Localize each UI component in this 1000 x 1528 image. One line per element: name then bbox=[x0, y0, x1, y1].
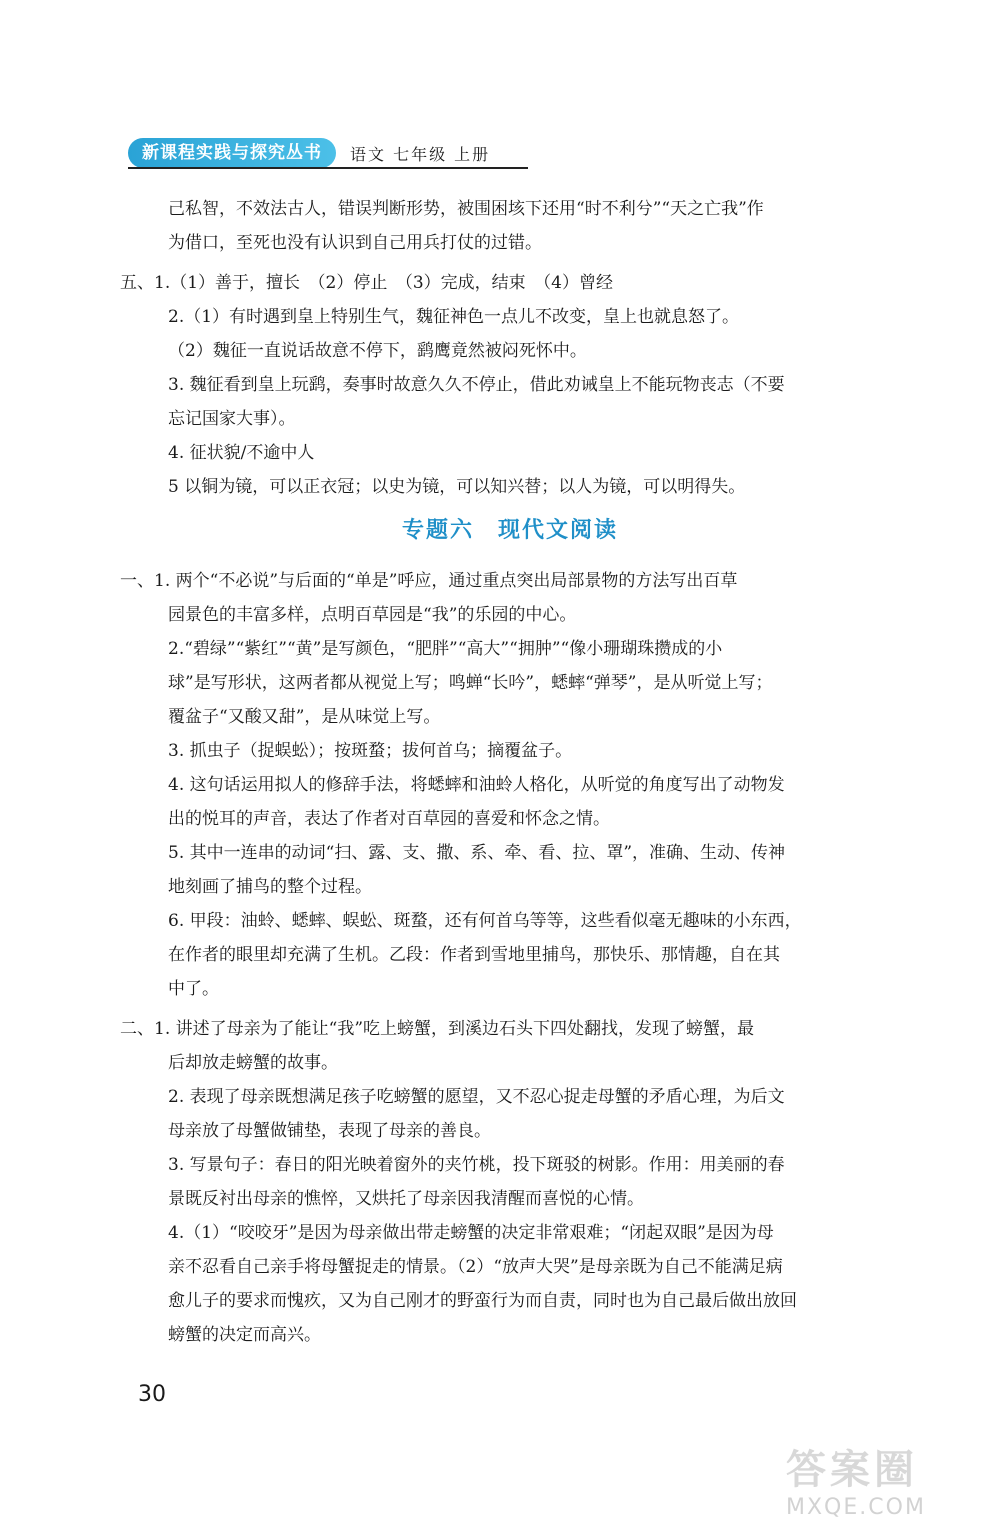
section-title: 专题六 现代文阅读 bbox=[401, 518, 618, 543]
text-line: 忘记国家大事）。 bbox=[168, 409, 296, 429]
text-line: 后却放走螃蟹的故事。 bbox=[168, 1053, 338, 1073]
header-divider bbox=[128, 167, 528, 169]
text-line: 己私智，不效法古人，错误判断形势，被围困垓下还用“时不利兮”“天之亡我”作 bbox=[168, 199, 764, 219]
page-body bbox=[120, 192, 900, 1352]
text-line: 3. 写景句子：春日的阳光映着窗外的夹竹桃，投下斑驳的树影。作用：用美丽的春 bbox=[168, 1155, 785, 1175]
watermark-text: 答案圈 bbox=[786, 1447, 918, 1493]
text-line: 5. 其中一连串的动词“扫、露、支、撒、系、牵、看、拉、罩”，准确、生动、传神 bbox=[168, 843, 786, 863]
watermark-logo bbox=[786, 1438, 986, 1518]
text-line: 景既反衬出母亲的憔悴，又烘托了母亲因我清醒而喜悦的心情。 bbox=[168, 1189, 644, 1209]
text-line: 4. 征状貌/不逾中人 bbox=[168, 443, 315, 463]
text-line: 2. 表现了母亲既想满足孩子吃螃蟹的愿望，又不忍心捉走母蟹的矛盾心理，为后文 bbox=[168, 1087, 785, 1107]
page-number: 30 bbox=[138, 1382, 166, 1407]
text-line: 3. 魏征看到皇上玩鹞，奏事时故意久久不停止，借此劝诫皇上不能玩物丧志（不要 bbox=[168, 375, 785, 395]
text-line: 2.（1）有时遇到皇上特别生气，魏征神色一点儿不改变，皇上也就息怒了。 bbox=[168, 307, 740, 327]
text-line: 母亲放了母蟹做铺垫，表现了母亲的善良。 bbox=[168, 1121, 491, 1141]
book-header bbox=[128, 138, 490, 168]
text-line: 螃蟹的决定而高兴。 bbox=[168, 1325, 321, 1345]
text-line: 4.（1）“咬咬牙”是因为母亲做出带走螃蟹的决定非常艰难；“闭起双眼”是因为母 bbox=[168, 1223, 774, 1243]
text-line: 一、1. 两个“不必说”与后面的“单是”呼应，通过重点突出局部景物的方法写出百草 bbox=[120, 571, 738, 591]
text-line: 在作者的眼里却充满了生机。乙段：作者到雪地里捕鸟，那快乐、那情趣，自在其 bbox=[168, 945, 780, 965]
text-line: 愈儿子的要求而愧疚，又为自己刚才的野蛮行为而自责，同时也为自己最后做出放回 bbox=[168, 1291, 797, 1311]
text-line: （2）魏征一直说话故意不停下，鹞鹰竟然被闷死怀中。 bbox=[168, 341, 587, 361]
text-line: 出的悦耳的声音，表达了作者对百草园的喜爱和怀念之情。 bbox=[168, 809, 610, 829]
text-line: 2.“碧绿”“紫红”“黄”是写颜色，“肥胖”“高大”“拥肿”“像小珊瑚珠攒成的小 bbox=[168, 639, 723, 659]
text-line: 亲不忍看自己亲手将母蟹捉走的情景。（2）“放声大哭”是母亲既为自己不能满足病 bbox=[168, 1257, 783, 1277]
subject-label: 语文 七年级 上册 bbox=[350, 144, 491, 164]
answer-block-5 bbox=[120, 192, 900, 504]
watermark-url: MXQE.COM bbox=[786, 1495, 926, 1520]
answer-block-modern-reading bbox=[120, 564, 900, 1352]
text-line: 覆盆子“又酸又甜”，是从味觉上写。 bbox=[168, 707, 441, 727]
text-line: 地刻画了捕鸟的整个过程。 bbox=[168, 877, 372, 897]
text-line: 球”是写形状，这两者都从视觉上写；鸣蝉“长吟”，蟋蟀“弹琴”，是从听觉上写； bbox=[168, 673, 773, 693]
text-line: 五、1.（1）善于，擅长 （2）停止 （3）完成，结束 （4）曾经 bbox=[120, 273, 613, 293]
text-line: 为借口，至死也没有认识到自己用兵打仗的过错。 bbox=[168, 233, 542, 253]
text-line: 6. 甲段：油蛉、蟋蟀、蜈蚣、斑蝥，还有何首乌等等，这些看似毫无趣味的小东西， bbox=[168, 911, 802, 931]
text-line: 5 以铜为镜，可以正衣冠；以史为镜，可以知兴替；以人为镜，可以明得失。 bbox=[168, 477, 746, 497]
text-line: 3. 抓虫子（捉蜈蚣）；按斑蝥；拔何首乌；摘覆盆子。 bbox=[168, 741, 573, 761]
series-title-badge: 新课程实践与探究丛书 bbox=[128, 138, 336, 168]
text-line: 中了。 bbox=[168, 979, 219, 999]
text-line: 二、1. 讲述了母亲为了能让“我”吃上螃蟹，到溪边石头下四处翻找，发现了螃蟹，最 bbox=[120, 1019, 755, 1039]
text-line: 4. 这句话运用拟人的修辞手法，将蟋蟀和油蛉人格化，从听觉的角度写出了动物发 bbox=[168, 775, 785, 795]
text-line: 园景色的丰富多样，点明百草园是“我”的乐园的中心。 bbox=[168, 605, 577, 625]
